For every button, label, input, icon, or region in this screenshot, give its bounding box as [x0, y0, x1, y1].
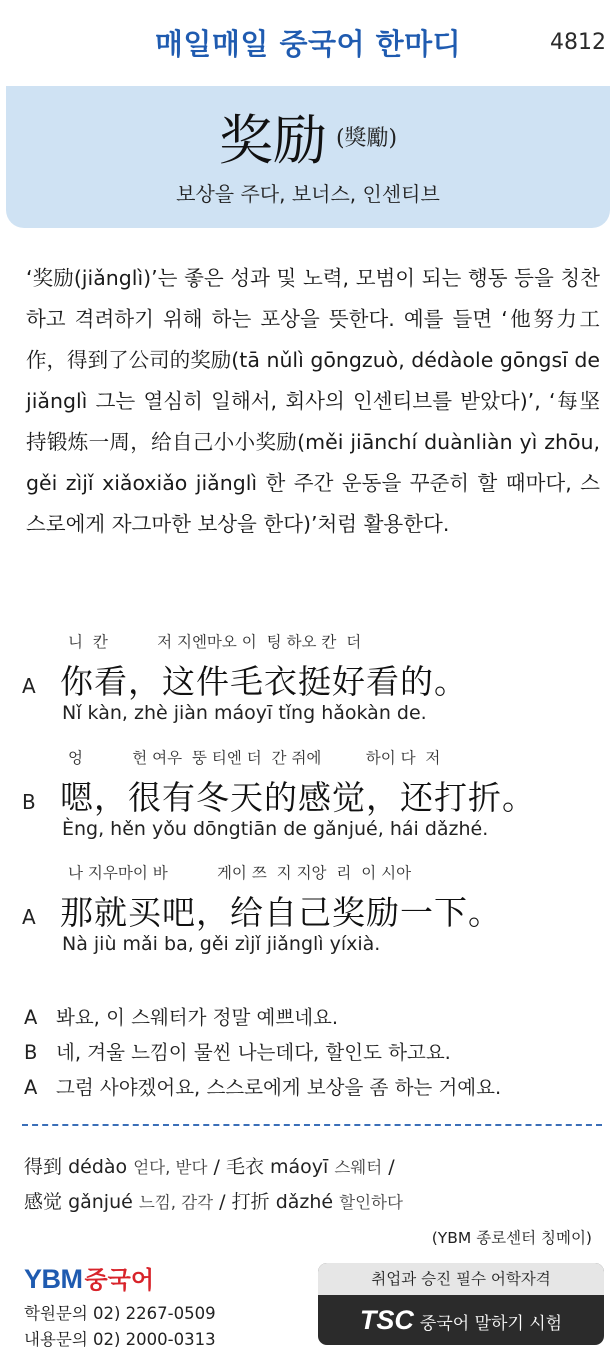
vocab-line [24, 1150, 604, 1185]
series-title: 매일매일 중국어 한마디 [154, 27, 462, 61]
vocab-line [24, 1185, 604, 1220]
dialogue-line-3 [22, 861, 612, 961]
vocabulary-list [24, 1150, 604, 1220]
vocab-meaning: 얻다, 받다 [133, 1158, 208, 1177]
korean-pronunciation: 니 칸 저 지엔마오 이 팅 하오 칸 더 [68, 633, 362, 651]
pinyin-sentence: Nà jiù mǎi ba, gěi zìjǐ jiǎnglì yíxià. [62, 933, 381, 955]
korean-pronunciation: 나 지우마이 바 게이 쯔 지 지앙 리 이 시아 [68, 864, 412, 882]
vocab-chinese: 得到 [24, 1156, 63, 1178]
header [0, 0, 616, 86]
tsc-banner [318, 1295, 604, 1345]
tsc-advert [318, 1263, 604, 1345]
traditional-form: (獎勵) [335, 126, 398, 151]
speaker-label: A [24, 1076, 38, 1099]
issue-number: 4812 [550, 30, 606, 55]
dialogue-line-1 [22, 630, 612, 730]
content-contact: 내용문의 02) 2000-0313 [24, 1330, 216, 1349]
vocab-pinyin: dédào [68, 1156, 128, 1178]
vocab-meaning: 할인하다 [339, 1193, 403, 1212]
translation-text: 봐요, 이 스웨터가 정말 예쁘네요. [56, 1006, 339, 1029]
dashed-divider [22, 1124, 602, 1126]
chinese-sentence: 那就买吧，给自己奖励一下。 [60, 893, 502, 932]
chinese-sentence: 嗯，很有冬天的感觉，还打折。 [60, 778, 536, 817]
pinyin-sentence: Èng, hěn yǒu dōngtiān de gǎnjué, hái dǎzhé. [62, 818, 489, 840]
vocab-pinyin: dǎzhé [275, 1191, 334, 1213]
ybm-chinese-wordmark: 중국어 [84, 1266, 155, 1294]
academy-contact: 학원문의 02) 2267-0509 [24, 1304, 216, 1323]
tsc-logo: TSC [359, 1305, 414, 1335]
vocab-meaning: 스웨터 [334, 1158, 383, 1177]
translation-text: 네, 겨울 느낌이 물씬 나는데다, 할인도 하고요. [56, 1041, 451, 1064]
speaker-label: B [24, 1041, 38, 1064]
vocab-chinese: 感觉 [24, 1191, 63, 1213]
speaker-label: A [22, 674, 36, 698]
headword-box [6, 86, 610, 228]
translation-row [24, 1072, 604, 1107]
translation-row [24, 1037, 604, 1072]
vocab-separator: / [219, 1191, 226, 1213]
ybm-logo [24, 1260, 154, 1295]
chinese-sentence: 你看，这件毛衣挺好看的。 [60, 662, 468, 701]
vocab-separator: / [388, 1156, 395, 1178]
translation-text: 그럼 사야겠어요, 스스로에게 보상을 좀 하는 거예요. [56, 1076, 502, 1099]
pinyin-sentence: Nǐ kàn, zhè jiàn máoyī tǐng hǎokàn de. [62, 702, 427, 724]
vocab-separator: / [213, 1156, 220, 1178]
translation-block [24, 1002, 604, 1107]
tsc-title: 중국어 말하기 시험 [419, 1314, 563, 1334]
vocab-meaning: 느낌, 감각 [138, 1193, 214, 1212]
author-credit: (YBM 종로센터 칭메이) [431, 1229, 592, 1247]
speaker-label: B [22, 790, 36, 814]
vocab-pinyin: máoyī [270, 1156, 329, 1178]
dialogue-line-2 [22, 746, 612, 846]
ybm-wordmark: YBM [24, 1264, 83, 1294]
tsc-tagline: 취업과 승진 필수 어학자격 [318, 1263, 604, 1295]
korean-pronunciation: 엉 헌 여우 뚱 티엔 더 간 쥐에 하이 다 저 [68, 749, 441, 767]
vocab-chinese: 打折 [231, 1191, 270, 1213]
speaker-label: A [24, 1006, 38, 1029]
headword-meaning: 보상을 주다, 보너스, 인센티브 [176, 182, 440, 206]
speaker-label: A [22, 905, 36, 929]
headword-line [6, 98, 610, 175]
vocab-pinyin: gǎnjué [68, 1191, 133, 1213]
vocab-chinese: 毛衣 [225, 1156, 264, 1178]
translation-row [24, 1002, 604, 1037]
intro-paragraph: ‘奖励(jiǎnglì)’는 좋은 성과 및 노력, 모범이 되는 행동 등을 칭찬하고 격려하기 위해 하는 포상을 뜻한다. 예를 들면 ‘他努力工作，得到了公司的奖励(tā nǔlì gōngzuò, dédàole gōngsī de jiǎnglì 그는 열심히 일해서, 회사의 인센티브를 받았다)’, ‘每坚持锻炼一周，给自己小小奖励(měi jiānchí duànliàn yì zhōu, gěi zìjǐ xiǎoxiǎo jiǎnglì 한 주간 운동을 꾸준히 할 때마다, 스스로에게 자그마한 보상을 한다)’처럼 활용한다. [26, 266, 600, 536]
headword: 奖励 [218, 109, 327, 172]
